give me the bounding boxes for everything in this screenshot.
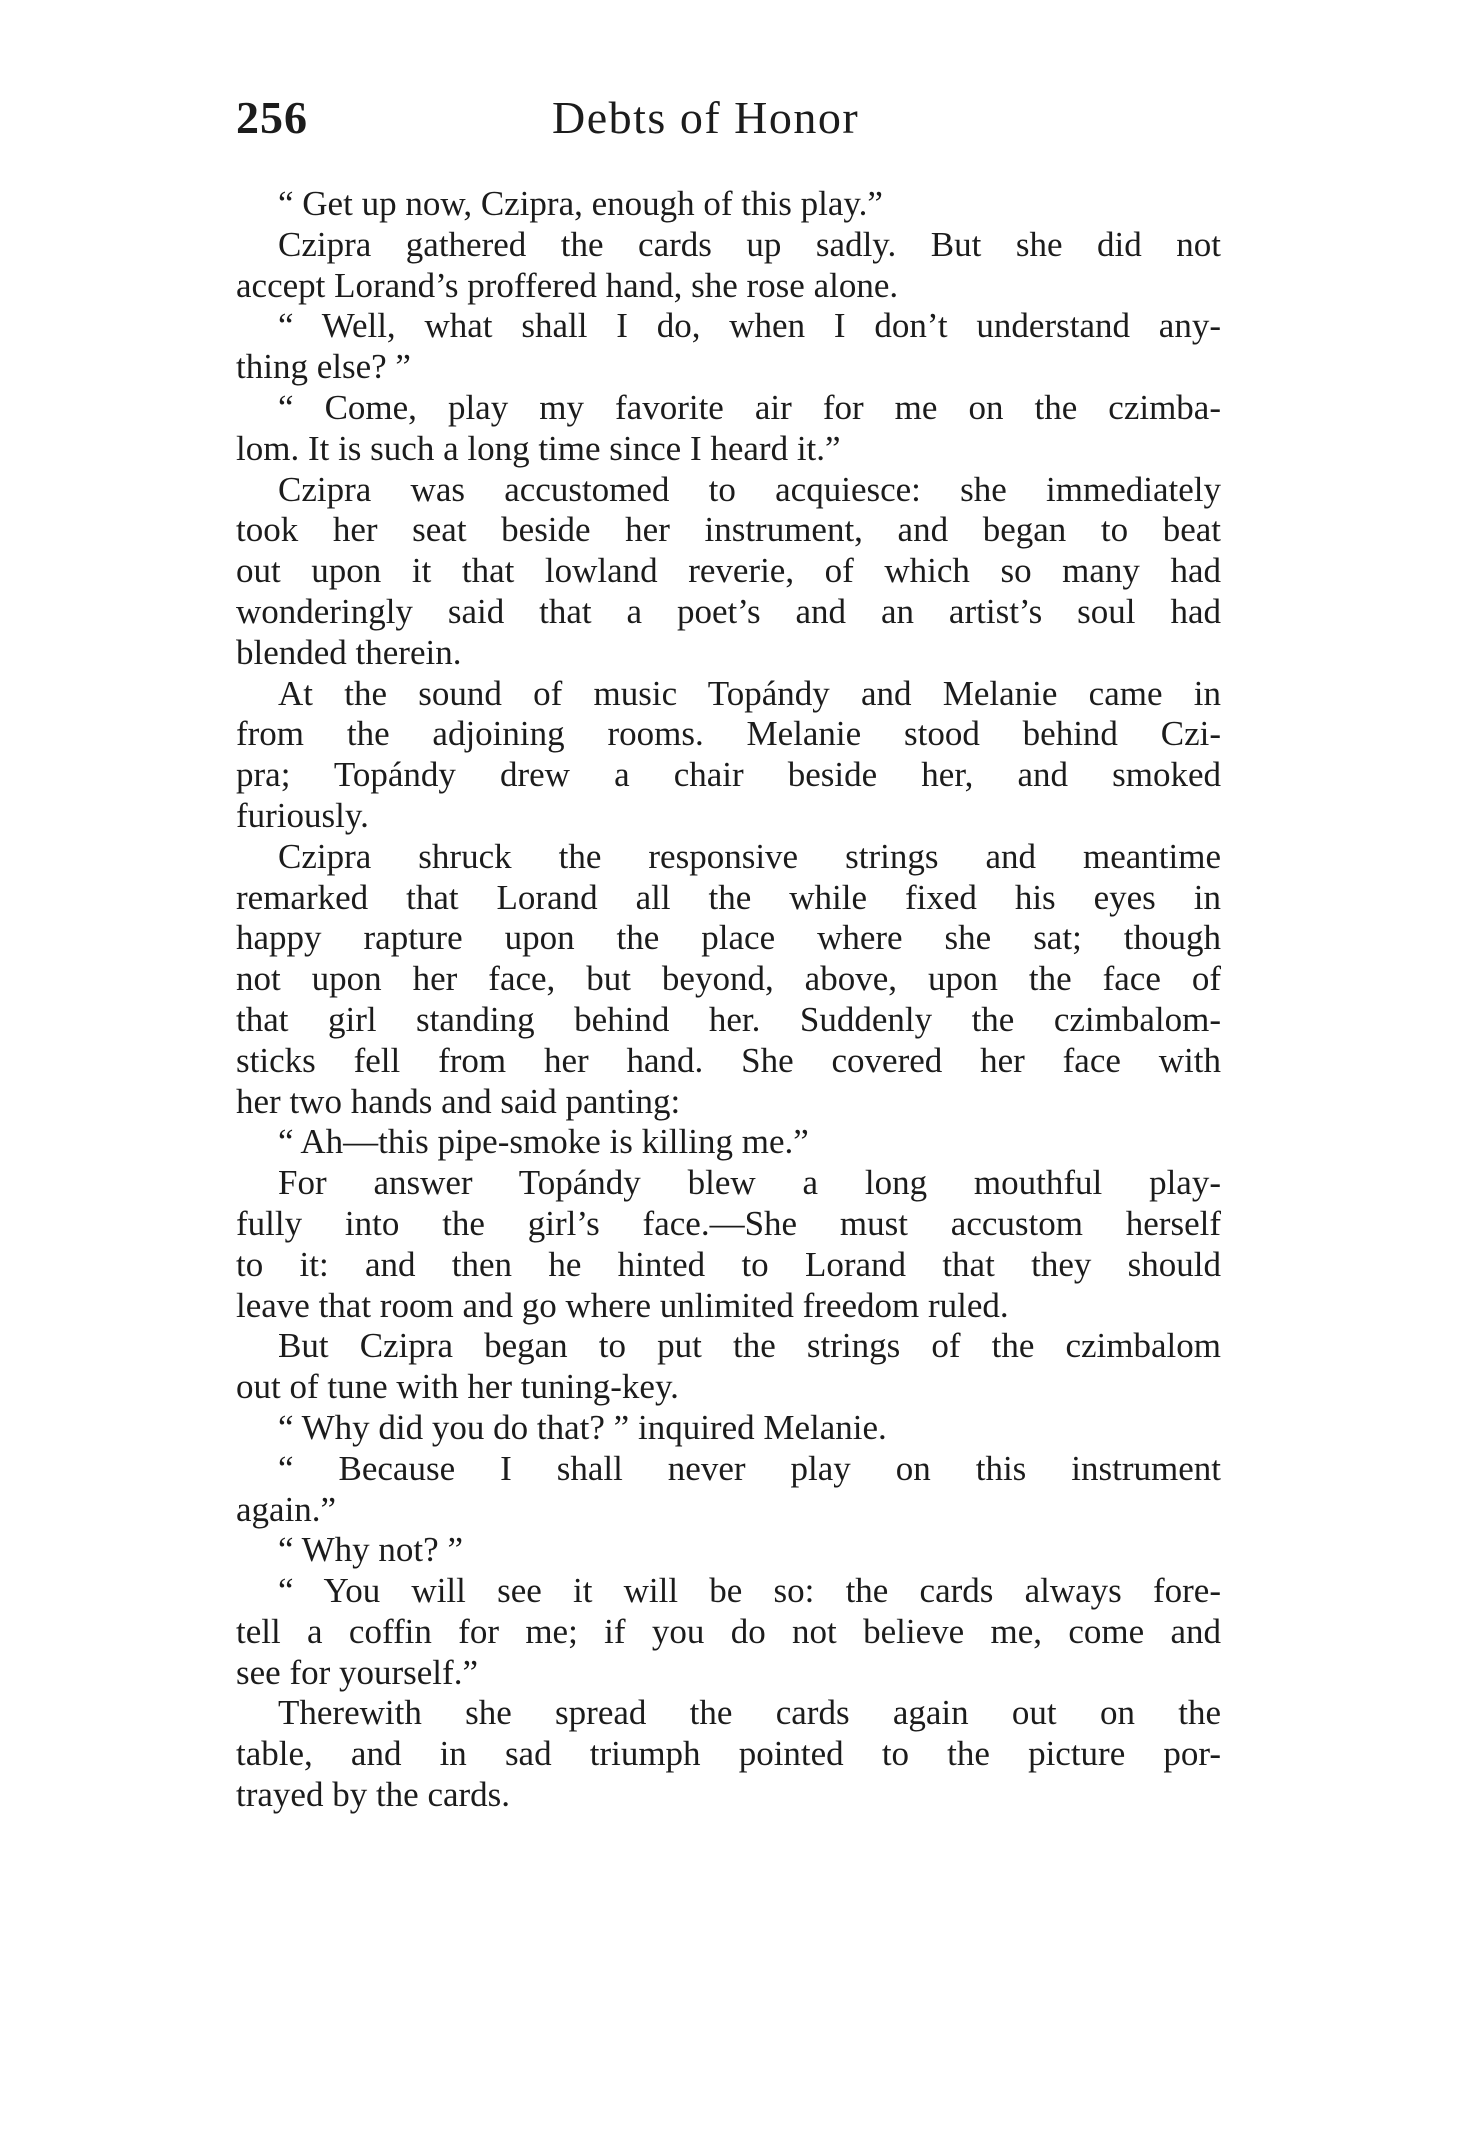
text-line: that girl standing behind her. Suddenly the czimbalom- <box>236 999 1221 1039</box>
text-line: “ Ah—this pipe-smoke is killing me.” <box>278 1122 809 1162</box>
text-line: thing else? ” <box>236 347 411 387</box>
text-line: Czipra gathered the cards up sadly. But she did not <box>278 224 1221 264</box>
running-title: Debts of Honor <box>552 92 860 143</box>
text-line: again.” <box>236 1489 337 1529</box>
text-line: Czipra shruck the responsive strings and meantime <box>278 836 1221 876</box>
text-line: “ Get up now, Czipra, enough of this play.” <box>278 184 883 223</box>
text-line: “ Come, play my favorite air for me on the czimba- <box>278 387 1221 427</box>
running-head <box>236 86 1221 150</box>
text-line: “ Why did you do that? ” inquired Melanie. <box>278 1407 887 1447</box>
text-line: took her seat beside her instrument, and began to beat <box>236 510 1221 550</box>
text-line: “ Why not? ” <box>278 1530 463 1570</box>
page-number: 256 <box>236 92 308 143</box>
text-line: furiously. <box>236 795 369 835</box>
text-line: to it: and then he hinted to Lorand that they should <box>236 1244 1221 1284</box>
text-line: For answer Topándy blew a long mouthful play- <box>278 1163 1221 1203</box>
text-line: from the adjoining rooms. Melanie stood behind Czi- <box>236 714 1221 754</box>
text-line: her two hands and said panting: <box>236 1081 681 1121</box>
text-line: out upon it that lowland reverie, of which so many had <box>236 551 1221 591</box>
text-line: not upon her face, but beyond, above, upon the face of <box>236 959 1221 999</box>
text-line: fully into the girl’s face.—She must accustom herself <box>236 1203 1221 1243</box>
text-line: Czipra was accustomed to acquiesce: she immediately <box>278 469 1221 509</box>
text-line: happy rapture upon the place where she sat; though <box>236 918 1221 958</box>
text-line: Therewith she spread the cards again out on the <box>278 1693 1221 1733</box>
text-line: lom. It is such a long time since I heard it.” <box>236 428 841 468</box>
text-line: out of tune with her tuning-key. <box>236 1367 679 1407</box>
text-line: table, and in sad triumph pointed to the picture por- <box>236 1734 1221 1774</box>
text-line: pra; Topándy drew a chair beside her, and smoked <box>236 755 1221 795</box>
text-line: But Czipra began to put the strings of the czimbalom <box>278 1326 1221 1366</box>
text-line: “ You will see it will be so: the cards always fore- <box>278 1571 1221 1611</box>
text-line: wonderingly said that a poet’s and an artist’s soul had <box>236 591 1221 631</box>
text-line: remarked that Lorand all the while fixed his eyes in <box>236 877 1221 917</box>
text-line: “ Well, what shall I do, when I don’t understand any- <box>278 306 1221 346</box>
text-line: see for yourself.” <box>236 1652 478 1692</box>
body-text <box>236 184 1221 1816</box>
text-line: sticks fell from her hand. She covered her face with <box>236 1040 1221 1080</box>
text-line: At the sound of music Topándy and Melanie came in <box>278 673 1221 713</box>
text-line: blended therein. <box>236 632 462 672</box>
text-line: leave that room and go where unlimited freedom ruled. <box>236 1285 1009 1325</box>
text-line: trayed by the cards. <box>236 1775 511 1815</box>
text-line: accept Lorand’s proffered hand, she rose alone. <box>236 265 899 305</box>
text-line: tell a coffin for me; if you do not believe me, come and <box>236 1611 1221 1651</box>
text-line: “ Because I shall never play on this instrument <box>278 1448 1221 1488</box>
